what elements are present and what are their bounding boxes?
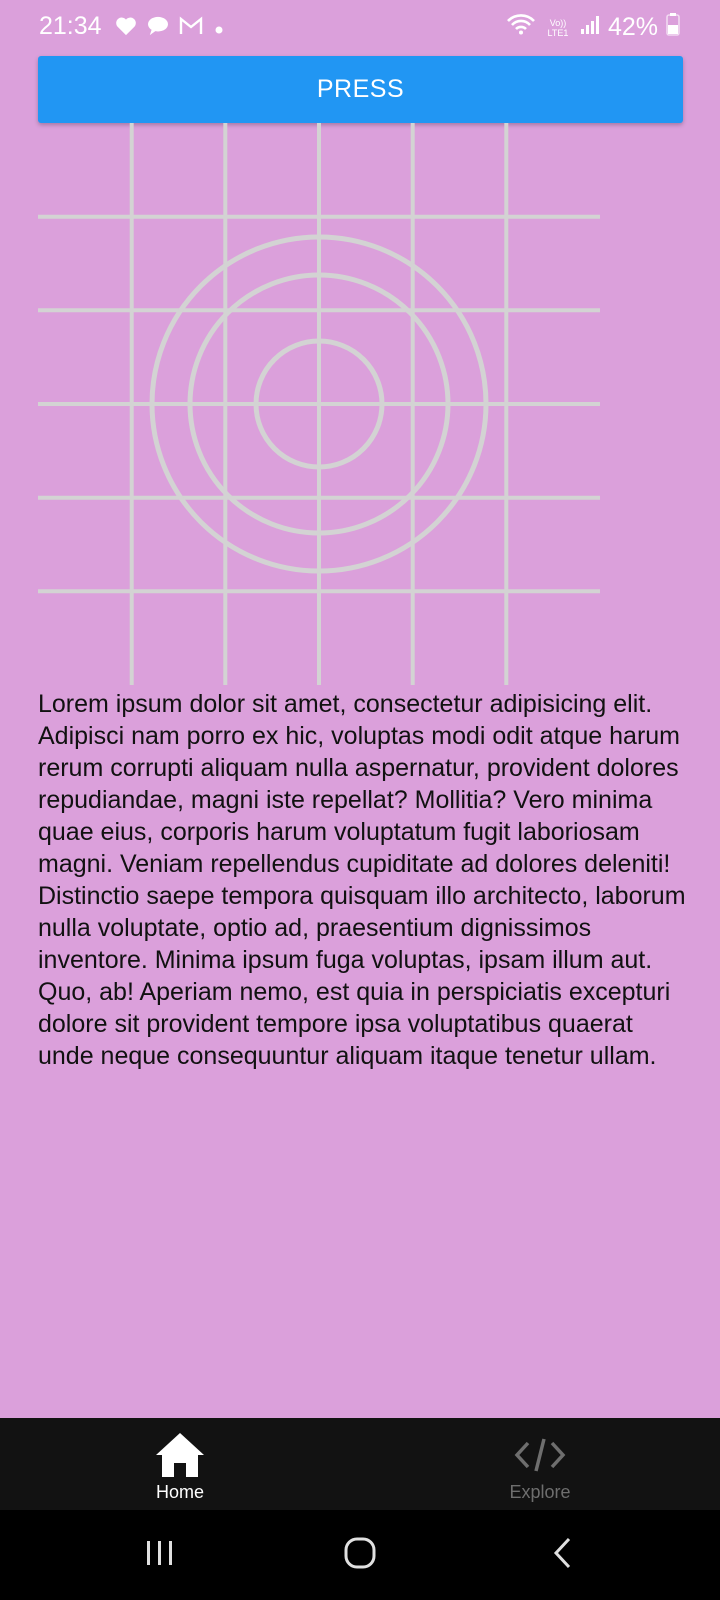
code-icon	[514, 1430, 566, 1480]
lorem-paragraph: Lorem ipsum dolor sit amet, consectetur adipisicing elit. Adipisci nam porro ex hic, voluptas modi odit atque harum rerum corrupti aliquam nulla aspernatur, provident dolores repudiandae, magni iste repellat? Mollitia? Vero minima quae eius, corporis harum voluptatum fugit laboriosam magni. Veniam repellendus cupiditate ad dolores deleniti! Distinctio saepe tempora quisquam illo architecto, laborum nulla voluptate, optio ad, praesentium dignissimos inventore. Minima ipsum fuga voluptas, ipsam illum aut. Quo, ab! Aperiam nemo, est quia in perspiciatis excepturi dolore sit provident tempore ipsa voluptatibus quaerat unde neque consequuntur aliquam itaque tenetur ullam.	[38, 690, 686, 1070]
chat-bubble-icon	[147, 14, 169, 43]
press-button[interactable]: PRESS	[38, 56, 683, 123]
system-back-button[interactable]	[503, 1510, 623, 1600]
status-time: 21:34	[39, 12, 102, 40]
system-navigation-bar	[0, 1510, 720, 1600]
heart-icon	[115, 14, 137, 43]
grid-circles-graphic	[38, 123, 600, 685]
home-circle-icon	[343, 1536, 377, 1575]
wifi-icon	[506, 13, 536, 42]
tab-home[interactable]	[0, 1418, 360, 1510]
tab-explore-label: Explore	[509, 1482, 571, 1502]
tab-explore[interactable]	[360, 1418, 720, 1510]
recent-apps-icon	[145, 1539, 175, 1572]
status-bar	[0, 0, 720, 54]
back-icon	[551, 1536, 575, 1575]
bottom-tab-bar	[0, 1418, 720, 1510]
home-icon	[154, 1430, 206, 1480]
system-status-icons	[506, 12, 680, 43]
system-home-button[interactable]	[300, 1510, 420, 1600]
gmail-icon	[179, 14, 203, 43]
recent-apps-button[interactable]	[100, 1510, 220, 1600]
volte-lte-icon: Vo)) LTE1	[547, 17, 569, 38]
tab-home-label: Home	[155, 1482, 204, 1502]
notification-icons	[115, 14, 225, 43]
battery-icon	[666, 12, 680, 43]
battery-text: 42%	[607, 13, 658, 41]
dot-icon	[213, 14, 225, 43]
signal-icon	[580, 13, 600, 42]
